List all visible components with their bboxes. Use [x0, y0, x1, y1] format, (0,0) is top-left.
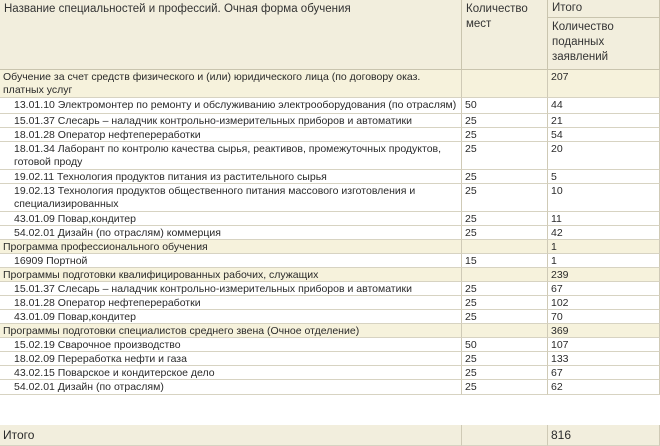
row-applications: 1 [548, 254, 660, 268]
row-name: 16909 Портной [0, 254, 462, 268]
row-places: 25 [462, 114, 548, 128]
table-row [0, 142, 660, 170]
row-applications: 10 [548, 184, 660, 212]
row-places: 25 [462, 128, 548, 142]
row-applications: 44 [548, 98, 660, 114]
row-name: 18.02.09 Переработка нефти и газа [0, 352, 462, 366]
row-places: 25 [462, 282, 548, 296]
row-places [462, 70, 548, 98]
total-label: Итого [0, 425, 462, 446]
row-name: 54.02.01 Дизайн (по отраслям) [0, 380, 462, 395]
row-name: 43.01.09 Повар,кондитер [0, 310, 462, 324]
table-row [0, 352, 660, 366]
total-places [462, 425, 548, 446]
row-places: 50 [462, 338, 548, 352]
row-places: 25 [462, 184, 548, 212]
row-name: 54.02.01 Дизайн (по отраслям) коммерция [0, 226, 462, 240]
table-row [0, 128, 660, 142]
row-name: 19.02.13 Технология продуктов общественного питания массового изготовления и специализированных [0, 184, 462, 212]
row-applications: 5 [548, 170, 660, 184]
table-row [0, 212, 660, 226]
row-applications: 54 [548, 128, 660, 142]
group-row [0, 324, 660, 338]
row-places: 15 [462, 254, 548, 268]
row-applications: 70 [548, 310, 660, 324]
row-name: 18.01.34 Лаборант по контролю качества сырья, реактивов, промежуточных продуктов, готовой проду [0, 142, 462, 170]
row-name: 18.01.28 Оператор нефтепереработки [0, 296, 462, 310]
table-row [0, 254, 660, 268]
row-places [462, 324, 548, 338]
row-places: 25 [462, 170, 548, 184]
row-applications: 239 [548, 268, 660, 282]
row-places: 25 [462, 296, 548, 310]
row-applications: 11 [548, 212, 660, 226]
row-places: 25 [462, 226, 548, 240]
row-applications: 62 [548, 380, 660, 395]
row-name: 15.01.37 Слесарь – наладчик контрольно-измерительных приборов и автоматики [0, 114, 462, 128]
table-row [0, 366, 660, 380]
row-name: 43.02.15 Поварское и кондитерское дело [0, 366, 462, 380]
row-name: Обучение за счет средств физического и (или) юридического лица (по договору оказ. платных услуг [0, 70, 462, 98]
header-name: Название специальностей и профессий. Очная форма обучения [0, 0, 462, 70]
total-applications: 816 [548, 425, 660, 446]
row-name: 15.01.37 Слесарь – наладчик контрольно-измерительных приборов и автоматики [0, 282, 462, 296]
row-applications: 42 [548, 226, 660, 240]
row-applications: 207 [548, 70, 660, 98]
row-places: 50 [462, 98, 548, 114]
row-applications: 67 [548, 282, 660, 296]
row-applications: 67 [548, 366, 660, 380]
table-row [0, 282, 660, 296]
row-name: Программы подготовки квалифицированных рабочих, служащих [0, 268, 462, 282]
row-places: 25 [462, 310, 548, 324]
row-name: Программы подготовки специалистов среднего звена (Очное отделение) [0, 324, 462, 338]
row-places: 25 [462, 142, 548, 170]
header-places: Количество мест [462, 0, 548, 70]
row-places: 25 [462, 380, 548, 395]
table-row [0, 184, 660, 212]
row-name: Программа профессионального обучения [0, 240, 462, 254]
table-row [0, 226, 660, 240]
table-row [0, 310, 660, 324]
table-row [0, 114, 660, 128]
table-row [0, 296, 660, 310]
table-row [0, 380, 660, 395]
row-name: 18.01.28 Оператор нефтепереработки [0, 128, 462, 142]
row-applications: 1 [548, 240, 660, 254]
row-applications: 107 [548, 338, 660, 352]
total-row [0, 425, 660, 446]
row-applications: 369 [548, 324, 660, 338]
row-name: 15.02.19 Сварочное производство [0, 338, 462, 352]
header-total: Итого [548, 0, 660, 18]
group-row [0, 268, 660, 282]
row-places: 25 [462, 212, 548, 226]
row-name: 19.02.11 Технология продуктов питания из растительного сырья [0, 170, 462, 184]
table-row [0, 338, 660, 352]
table-row [0, 98, 660, 114]
row-places: 25 [462, 352, 548, 366]
header-applications: Количество поданных заявлений [548, 18, 660, 70]
table-row [0, 170, 660, 184]
row-name: 43.01.09 Повар,кондитер [0, 212, 462, 226]
row-name: 13.01.10 Электромонтер по ремонту и обслуживанию электрооборудования (по отраслям) [0, 98, 462, 114]
row-applications: 102 [548, 296, 660, 310]
row-places: 25 [462, 366, 548, 380]
row-places [462, 268, 548, 282]
row-places [462, 240, 548, 254]
group-row [0, 70, 660, 98]
row-applications: 20 [548, 142, 660, 170]
row-applications: 133 [548, 352, 660, 366]
row-applications: 21 [548, 114, 660, 128]
group-row [0, 240, 660, 254]
